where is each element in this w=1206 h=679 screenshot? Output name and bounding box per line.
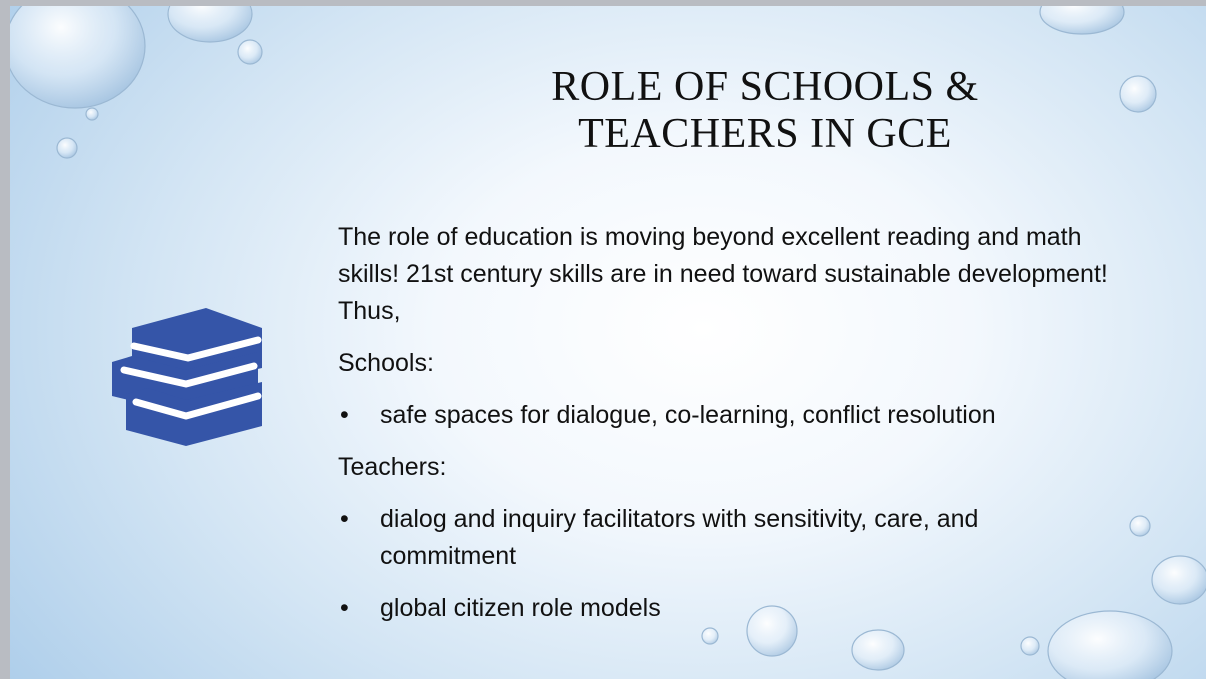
bullet-dot: • xyxy=(340,401,349,429)
books-stack-icon xyxy=(108,306,268,456)
teachers-bullet xyxy=(338,501,1100,575)
bullet-text: safe spaces for dialogue, co-learning, conflict resolution xyxy=(380,401,996,429)
bullet-text: global citizen role models xyxy=(380,594,661,622)
teachers-label: Teachers: xyxy=(338,453,447,481)
bullet-dot: • xyxy=(340,505,349,533)
schools-label: Schools: xyxy=(338,349,434,377)
bullet-dot: • xyxy=(340,594,349,622)
title-line-2: TEACHERS IN GCE xyxy=(578,111,952,157)
schools-bullet xyxy=(338,397,1100,434)
bullet-text: dialog and inquiry facilitators with sensitivity, care, and commitment xyxy=(380,505,979,570)
slide xyxy=(10,6,1206,679)
title-line-1: ROLE OF SCHOOLS & xyxy=(551,64,979,110)
intro-paragraph: The role of education is moving beyond excellent reading and math skills! 21st century skills are in need toward sustainable development! Thus, xyxy=(338,223,1108,325)
teachers-bullet xyxy=(338,590,1100,627)
slide-body xyxy=(338,219,1158,642)
slide-title xyxy=(440,64,1090,158)
